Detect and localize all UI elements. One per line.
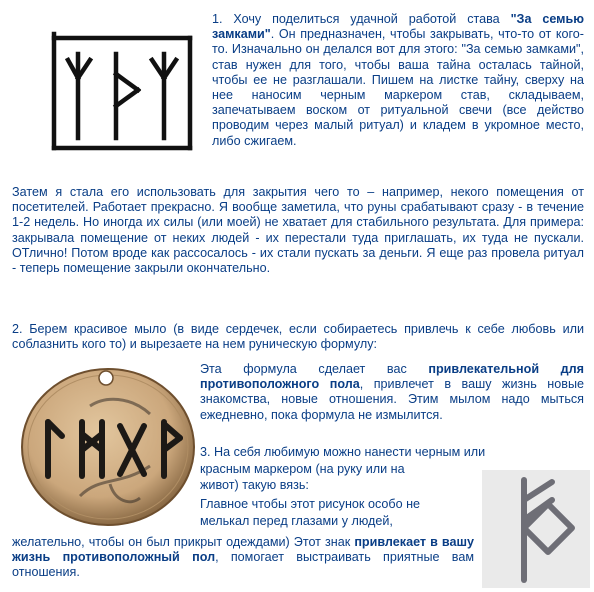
- section3-body: [12, 535, 474, 581]
- section3-end: , помогает выстраивать приятные вам отношения.: [12, 550, 475, 580]
- section2-intro: [12, 322, 584, 352]
- section3-line5: [200, 514, 474, 529]
- section3-line1: [200, 445, 584, 460]
- section1-body: . Он предназначен, чтобы закрывать, что-то от кого-то. Изначально он делался вот для этого: "За семью замками", став нужен для того, чтобы ваша тайна осталась тайной, чтобы ее не разглашали. Пишем на листке тайну, сверху на нее наносим черным маркером став, складываем, запечатываем воском от ритуальной свечи (все действо проводим через малый ритуал) и кладем в укромное место, либо сжигаем.: [212, 27, 584, 148]
- section3-line2-text: красным маркером (на руку или на: [200, 462, 405, 476]
- section3-line2: [200, 462, 474, 477]
- section3-line6-text: желательно, чтобы он был прикрыт одеждами) Этот знак: [12, 535, 351, 549]
- section2-desc-start: Эта формула сделает вас: [200, 362, 429, 376]
- stav-title: "За семью замками": [212, 12, 584, 42]
- section3-bold: привлекает в вашу жизнь противоположный пол: [12, 535, 475, 565]
- rune-stav-seven-locks-icon: [40, 14, 200, 164]
- section1-continuation-text: Затем я стала его использовать для закрытия чего то – например, некого помещения от посетителей. Работает прекрасно. Я вообще заметила, что руны срабатывают сразу - в течение 1-2 недель. Но иногда их силы (или моей) не хватает для стабильного результата. Для примера: закрывала помещение от неких людей - их перестали туда приглашать, их туда не пускали. ОТлично! Потом вроде как рассосалось - их стали пускать за деньги. Я еще раз провела ритуал - теперь помещение закрыли окончательно.: [12, 185, 584, 276]
- section2-description: [200, 362, 584, 423]
- section1-intro-text: 1. Хочу поделиться удачной работой става: [212, 12, 511, 26]
- section3-line4-text: Главное чтобы этот рисунок особо не: [200, 497, 421, 511]
- rune-soap-coin-icon: [20, 366, 196, 528]
- bindrune-icon: [482, 470, 590, 588]
- section1-continuation: [12, 185, 584, 276]
- section1-intro: [212, 12, 584, 149]
- section3-line3-text: живот) такую вязь:: [200, 478, 309, 492]
- section2-desc-bold: привлекательной для противоположного пола: [200, 362, 585, 392]
- section2-desc-end: , привлечет в вашу жизнь новые знакомства, новые отношения. Этим мылом надо мыться ежедневно, пока формула не измылится.: [200, 377, 584, 422]
- section3-line1-text: 3. На себя любимую можно нанести черным или: [200, 445, 486, 459]
- section3-line3: [200, 478, 474, 493]
- section3-line5-text: мелькал перед глазами у людей,: [200, 514, 393, 528]
- section2-intro-text: 2. Берем красивое мыло (в виде сердечек, если собираетесь привлечь к себе любовь или соблазнить кого то) и вырезаете на нем руническую формулу:: [12, 322, 584, 352]
- section3-line4: [200, 497, 474, 512]
